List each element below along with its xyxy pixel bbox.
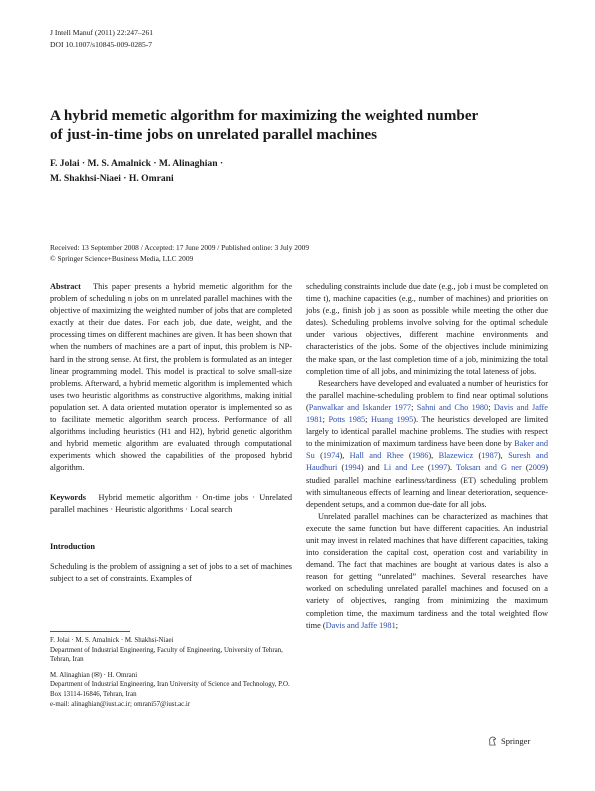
- text-span: (: [521, 463, 529, 473]
- body-paragraph-1: scheduling constraints include due date (e.g., job i must be completed on time t), machine capacities (e.g., number of machines) and priorities on jobs (e.g., finish job j as soon as possible while meeting the other due dates). Scheduling problems involve solving for the optimal schedule under various objectives, different machine environments and characteristics of the jobs. Some of the objectives include minimizing the make span, or the last completion time of a job, minimizing the total completion time of all jobs, and minimizing the total lateness of jobs.: [306, 282, 548, 376]
- journal-header: [50, 27, 153, 51]
- journal-doi[interactable]: DOI 10.1007/s10845-009-0285-7: [50, 40, 153, 49]
- text-span: Unrelated parallel machines can be characterized as machines that execute the same function but have different capacities. An industrial unit may invest in related machines that have different capacities, taking into consideration the capital cost, operation cost and variability in demand. The fact that machines are bought at various dates is also a reason for getting “unrelated” machines. Several researches have worked on scheduling unrelated parallel machines and focused on a variety of objectives, ranging from minimizing the maximum completion time, the maximum tardiness and the total weighted flow time (: [306, 511, 548, 630]
- text-span: (: [423, 463, 431, 473]
- text-span: ;: [411, 402, 417, 412]
- citation-link[interactable]: Potts 1985: [328, 415, 366, 425]
- citation-link[interactable]: Suresh and Haudhuri: [306, 451, 548, 473]
- received-dates: Received: 13 September 2008 / Accepted: 17 June 2009 / Published online: 3 July 2009: [50, 243, 310, 252]
- corresponding-email[interactable]: e-mail: alinaghian@iust.ac.ir; omrani57@iust.ac.ir: [50, 700, 191, 708]
- abstract: [50, 281, 292, 475]
- text-span: (: [403, 451, 412, 461]
- citation-link[interactable]: 1986: [411, 451, 429, 461]
- publisher-mark: [488, 736, 530, 746]
- springer-horse-icon: [488, 736, 497, 746]
- publication-history: [50, 243, 550, 264]
- author-list: [50, 156, 550, 186]
- citation-link[interactable]: Toksarı and G ner: [456, 463, 522, 473]
- introduction-heading: Introduction: [50, 541, 96, 551]
- text-span: ;: [488, 402, 494, 412]
- abstract-text: This paper presents a hybrid memetic algorithm for the problem of scheduling n jobs on m unrelated parallel machines with the objective of maximizing the weighted number of jobs that are completed exactly at their due dates. For each job, due date, weight, and the processing times on different machines are given. It has been shown that when the numbers of machines are a part of input, this problem is NP-hard in the strong sense. At first, the problem is formulated as an integer linear programming model. This model is practical to solve small-size problems. Afterward, a hybrid memetic algorithm is implemented which uses two heuristic algorithms as constructive algorithms, making initial population set. A data oriented mutation operator is implemented so as to facilitate memetic algorithm search process. Performance of all algorithms including heuristics (H1 and H2), hybrid genetic algorithm and hybrid memetic algorithm are evaluated through computational experiments which showed the capabilities of the proposed hybrid algorithm.: [50, 282, 292, 473]
- citation-link[interactable]: 1997: [430, 463, 448, 473]
- citation-link[interactable]: 1994: [344, 463, 361, 473]
- body-paragraph-2: [306, 378, 548, 511]
- text-span: ) studied parallel machine earliness/tardiness (ET) scheduling problem with simultaneous effects of learning and linear deterioration, sequence-dependent setups, and a common due-date for all jobs.: [306, 463, 548, 509]
- citation-link[interactable]: Huang 1995: [371, 415, 414, 425]
- left-column: [50, 281, 292, 585]
- text-span: (: [473, 451, 482, 461]
- citation-link[interactable]: Panwalkar and Iskander 1977: [308, 402, 412, 412]
- paper-title-line-2: of just-in-time jobs on unrelated parallel machines: [50, 126, 378, 143]
- text-span: ),: [339, 451, 350, 461]
- citation-link[interactable]: Li and Lee: [383, 463, 424, 473]
- author-line-1: F. Jolai · M. S. Amalnick · M. Alinaghian ·: [50, 158, 224, 169]
- citation-link[interactable]: Sahni and Cho 1980: [416, 402, 489, 412]
- text-span: ). The heuristics developed are limited largely to identical parallel machine problems. The studies with respect to the minimization of maximum tardiness have been done by: [306, 415, 549, 449]
- footnote-rule: [50, 631, 130, 632]
- affiliation-1-names: F. Jolai · M. S. Amalnick · M. Shakhsi-Niaei: [50, 637, 174, 644]
- journal-citation: J Intell Manuf (2011) 22:247–261: [50, 28, 154, 37]
- text-span: ;: [365, 415, 372, 425]
- text-span: Researchers have developed and evaluated a number of heuristics for the parallel machine-scheduling problem to find near optimal solutions (: [306, 378, 548, 412]
- introduction-paragraph: Scheduling is the problem of assigning a set of jobs to a set of machines subject to a set of constraints. Examples of: [50, 561, 292, 583]
- affiliation-2-department: Department of Industrial Engineering, Iran University of Science and Technology, P.O. Box 13114-16846, Tehran, Iran: [50, 681, 290, 698]
- paper-title: [50, 106, 550, 144]
- text-span: ).: [447, 463, 457, 473]
- text-span: ),: [497, 451, 509, 461]
- text-span: (: [314, 451, 323, 461]
- body-paragraph-3: [306, 511, 548, 632]
- citation-link[interactable]: Baker and Su: [306, 439, 548, 461]
- citation-link[interactable]: Hall and Rhee: [349, 451, 404, 461]
- keywords: [50, 492, 292, 516]
- citation-link[interactable]: 1974: [322, 451, 340, 461]
- citation-link[interactable]: 2009: [528, 463, 546, 473]
- author-line-2: M. Shakhsi-Niaei · H. Omrani: [50, 173, 174, 184]
- text-span: ),: [428, 451, 439, 461]
- keywords-text: Hybrid memetic algorithm · On-time jobs · Unrelated parallel machines · Heuristic algorithms · Local search: [50, 492, 292, 514]
- publisher-name: Springer: [501, 736, 531, 746]
- citation-link[interactable]: 1987: [481, 451, 498, 461]
- right-column: [306, 281, 548, 632]
- affiliations: [50, 636, 292, 709]
- abstract-label: Abstract: [50, 282, 81, 291]
- keywords-label: Keywords: [50, 492, 86, 502]
- copyright-notice: © Springer Science+Business Media, LLC 2009: [50, 253, 194, 263]
- affiliation-2-names: M. Alinaghian (✉) · H. Omrani: [50, 671, 138, 679]
- affiliation-1-department: Department of Industrial Engineering, Faculty of Engineering, University of Tehran, Tehran, Iran: [50, 646, 283, 664]
- text-span: ;: [322, 415, 329, 425]
- text-span: (: [337, 463, 345, 473]
- text-span: ;: [395, 620, 399, 630]
- citation-link[interactable]: Davis and Jaffe 1981: [306, 402, 548, 425]
- citation-link[interactable]: Davis and Jaffe 1981: [325, 620, 396, 630]
- paper-title-line-1: A hybrid memetic algorithm for maximizing the weighted number: [50, 107, 479, 124]
- citation-link[interactable]: Blazewicz: [438, 451, 474, 461]
- text-span: ) and: [360, 463, 384, 473]
